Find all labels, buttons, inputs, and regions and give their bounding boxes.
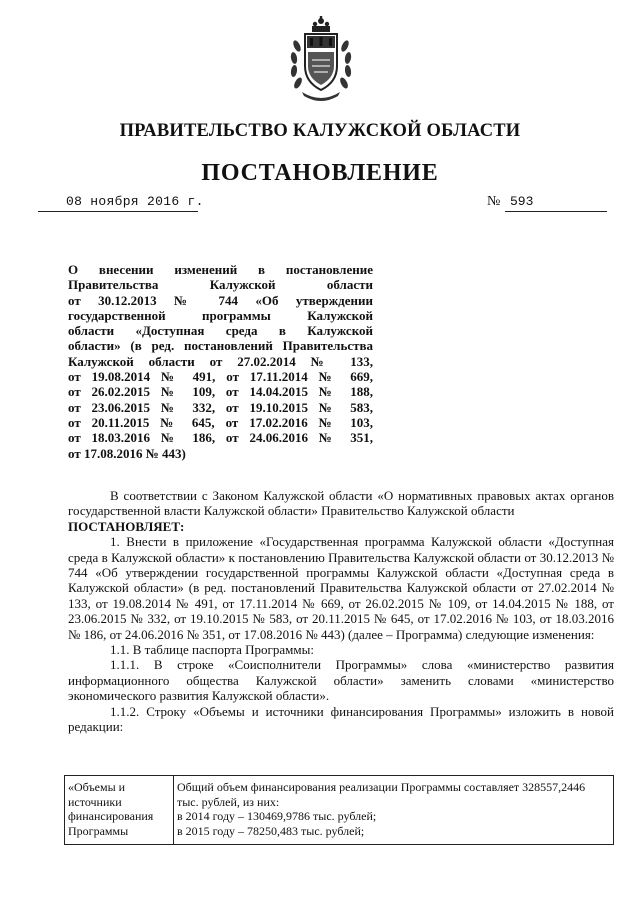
clause-1-1-2: 1.1.2. Строку «Объемы и источники финансирования Программы» изложить в новой редакции:: [68, 703, 614, 735]
document-body: [68, 488, 614, 735]
financing-table: [64, 775, 614, 845]
subject-line: от 23.06.2015 № 332, от 19.10.2015 № 583,: [68, 399, 373, 415]
preamble-paragraph: В соответствии с Законом Калужской области «О нормативных правовых актах органов государственной власти Калужской области» Правительство Калужской области: [68, 488, 614, 519]
subject-line: Правительства Калужской области: [68, 277, 373, 293]
number-sign: №: [487, 194, 501, 209]
document-date: 08 ноября 2016 г.: [66, 194, 204, 209]
document-number: 593: [510, 194, 534, 209]
subject-line: области» (в ред. постановлений Правительства: [68, 338, 373, 354]
subject-line: от 20.11.2015 № 645, от 17.02.2016 № 103,: [68, 414, 373, 430]
subject-line: Калужской области от 27.02.2014 № 133,: [68, 353, 373, 369]
resolves-heading: ПОСТАНОВЛЯЕТ:: [68, 518, 185, 534]
clause-1-1-1: 1.1.1. В строке «Соисполнители Программы» слова «министерство развития информационного общества Калужской области» заменить словами «министерство экономического развития Калужской области».: [68, 657, 614, 704]
subject-line: от 26.02.2015 № 109, от 14.04.2015 № 188,: [68, 384, 373, 400]
clause-1-1: 1.1. В таблице паспорта Программы:: [110, 642, 314, 658]
table-line: в 2014 году – 130469,9786 тыс. рублей;: [177, 809, 377, 824]
government-title: ПРАВИТЕЛЬСТВО КАЛУЖСКОЙ ОБЛАСТИ: [119, 121, 521, 141]
document-subject: [68, 262, 373, 461]
table-cell-content: [174, 776, 614, 845]
subject-line: государственной программы Калужской: [68, 307, 373, 323]
subject-line: от 19.08.2014 № 491, от 17.11.2014 № 669,: [68, 369, 373, 385]
subject-line: от 17.08.2016 № 443): [68, 445, 186, 461]
subject-line: от 18.03.2016 № 186, от 24.06.2016 № 351,: [68, 430, 373, 446]
clause-1: 1. Внести в приложение «Государственная программа Калужской области «Доступная среда в Калужской области» к постановлению Правительства Калужской области от 30.12.2013 № 744 «Об утверждении государственной программы Калужской области «Доступная среда в Калужской области» (в ред. постановлений Правительства Калужской области от 27.02.2014 № 133, от 19.08.2014 № 491, от 17.11.2014 № 669, от 26.02.2015 № 109, от 14.04.2015 № 188, от 23.06.2015 № 332, от 19.10.2015 № 583, от 20.11.2015 № 645, от 17.02.2016 № 103, от 18.03.2016 № 186, от 24.06.2016 № 351, от 17.08.2016 № 443) (далее – Программа) следующие изменения:: [68, 534, 614, 642]
table-row: [65, 776, 614, 845]
table-line: в 2015 году – 78250,483 тыс. рублей;: [177, 823, 365, 838]
subject-line: от 30.12.2013 № 744 «Об утверждении: [68, 292, 373, 308]
table-cell-label: «Объемы и источники финансирования Программы: [65, 776, 174, 845]
document-type-title: ПОСТАНОВЛЕНИЕ: [201, 160, 439, 186]
subject-line: О внесении изменений в постановление: [68, 262, 373, 277]
subject-line: области «Доступная среда в Калужской: [68, 323, 373, 339]
coat-of-arms-emblem: [288, 16, 354, 104]
table-line: Общий объем финансирования реализации Программы составляет 328557,2446 тыс. рублей, из них:: [177, 780, 586, 809]
